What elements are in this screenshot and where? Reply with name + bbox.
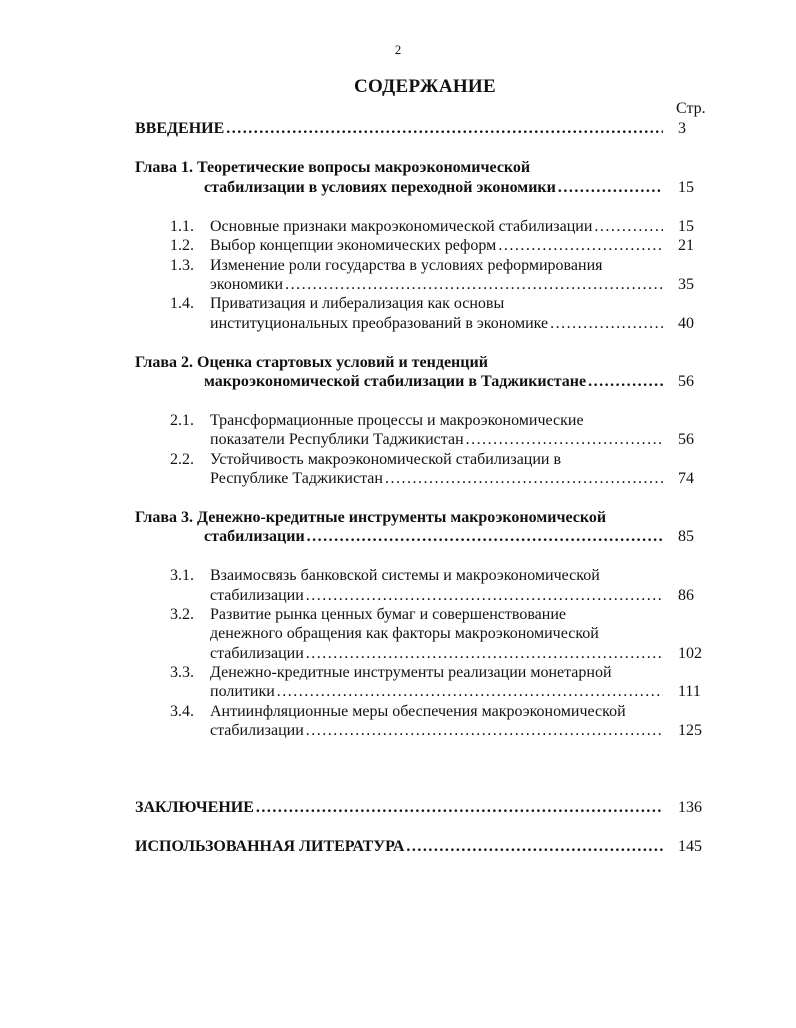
toc-entry-intro [135, 119, 663, 139]
section-number: 1.3. [170, 257, 194, 274]
chapter-heading: Глава 3. Денежно-кредитные инструменты макроэкономической [135, 509, 607, 526]
section-number: 3.2. [170, 606, 194, 623]
page-number: 2 [394, 42, 402, 57]
toc-entry-section [210, 469, 663, 489]
toc-entry-page: 111 [678, 683, 701, 700]
leader-dots [558, 178, 663, 198]
section-title: Приватизация и либерализация как основы [210, 295, 505, 312]
leader-dots [306, 721, 663, 741]
section-number: 1.2. [170, 237, 194, 254]
section-number: 1.4. [170, 295, 194, 312]
section-title-cont: институциональных преобразований в экономике [210, 315, 549, 332]
section-title-cont: экономики [210, 276, 284, 293]
section-number: 3.3. [170, 664, 194, 681]
toc-entry-page: 35 [678, 276, 694, 293]
page-title: СОДЕРЖАНИЕ [354, 76, 496, 97]
leader-dots [306, 586, 663, 606]
chapter-heading-text: стабилизации [204, 528, 305, 545]
chapter-heading-cont [204, 527, 663, 547]
section-number: 3.1. [170, 567, 194, 584]
section-title-cont: стабилизации [210, 587, 304, 604]
toc-entry-section [210, 314, 663, 334]
section-title: Трансформационные процессы и макроэкономические [210, 412, 584, 429]
toc-entry-page: 3 [678, 120, 686, 137]
chapter-heading-text: стабилизации в условиях переходной экономики [204, 179, 556, 196]
section-title: Антиинфляционные меры обеспечения макроэкономической [210, 703, 626, 720]
toc-entry-page: 145 [678, 838, 702, 855]
chapter-heading-cont [204, 178, 663, 198]
leader-dots [498, 236, 663, 256]
section-title: Изменение роли государства в условиях реформирования [210, 257, 603, 274]
section-title: Выбор концепции экономических реформ [210, 237, 497, 254]
toc-entry-literature [135, 837, 663, 857]
page-column-header: Стр. [676, 100, 706, 117]
toc-entry-page: 56 [678, 373, 694, 390]
leader-dots [307, 527, 663, 547]
toc-entry-label: ЗАКЛЮЧЕНИЕ [135, 799, 254, 816]
leader-dots [550, 314, 663, 334]
leader-dots [256, 798, 663, 818]
leader-dots [306, 644, 663, 664]
section-number: 2.2. [170, 451, 194, 468]
section-title: Устойчивость макроэкономической стабилизации в [210, 451, 562, 468]
toc-entry-page: 136 [678, 799, 702, 816]
chapter-heading-text: макроэкономической стабилизации в Таджикистане [204, 373, 587, 390]
section-number: 2.1. [170, 412, 194, 429]
toc-entry-page: 15 [678, 218, 694, 235]
leader-dots [466, 430, 663, 450]
toc-entry-section [210, 430, 663, 450]
toc-entry-page: 125 [678, 722, 702, 739]
section-title: Основные признаки макроэкономической стабилизации [210, 218, 593, 235]
leader-dots [385, 469, 663, 489]
toc-entry-page: 85 [678, 528, 694, 545]
chapter-heading: Глава 2. Оценка стартовых условий и тенденций [135, 354, 488, 371]
section-title: Денежно-кредитные инструменты реализации монетарной [210, 664, 612, 681]
chapter-heading: Глава 1. Теоретические вопросы макроэкономической [135, 159, 531, 176]
section-title-cont: стабилизации [210, 722, 304, 739]
toc-entry-page: 102 [678, 645, 702, 662]
toc-entry-section [210, 217, 663, 237]
toc-entry-page: 40 [678, 315, 694, 332]
toc-entry-label: ИСПОЛЬЗОВАННАЯ ЛИТЕРАТУРА [135, 838, 405, 855]
section-title-cont: показатели Республики Таджикистан [210, 431, 464, 448]
leader-dots [277, 682, 663, 702]
section-title-cont: Республике Таджикистан [210, 470, 383, 487]
toc-entry-section [210, 586, 663, 606]
section-title-cont: денежного обращения как факторы макроэкономической [210, 625, 599, 642]
toc-entry-section [210, 236, 663, 256]
leader-dots [588, 372, 663, 392]
leader-dots [594, 217, 663, 237]
section-number: 3.4. [170, 703, 194, 720]
leader-dots [406, 837, 663, 857]
section-number: 1.1. [170, 218, 194, 235]
toc-entry-page: 21 [678, 237, 694, 254]
toc-entry-section [210, 682, 663, 702]
toc-entry-page: 74 [678, 470, 694, 487]
leader-dots [226, 119, 663, 139]
chapter-heading-cont [204, 372, 663, 392]
leader-dots [285, 275, 663, 295]
toc-entry-section [210, 644, 663, 664]
section-title-cont: стабилизации [210, 645, 304, 662]
section-title-cont: политики [210, 683, 275, 700]
toc-entry-section [210, 275, 663, 295]
toc-entry-page: 56 [678, 431, 694, 448]
toc-entry-page: 86 [678, 587, 694, 604]
toc-entry-section [210, 721, 663, 741]
section-title: Развитие рынка ценных бумаг и совершенствование [210, 606, 566, 623]
toc-entry-label: ВВЕДЕНИЕ [135, 120, 225, 137]
toc-entry-conclusion [135, 798, 663, 818]
toc-entry-page: 15 [678, 179, 694, 196]
section-title: Взаимосвязь банковской системы и макроэкономической [210, 567, 600, 584]
